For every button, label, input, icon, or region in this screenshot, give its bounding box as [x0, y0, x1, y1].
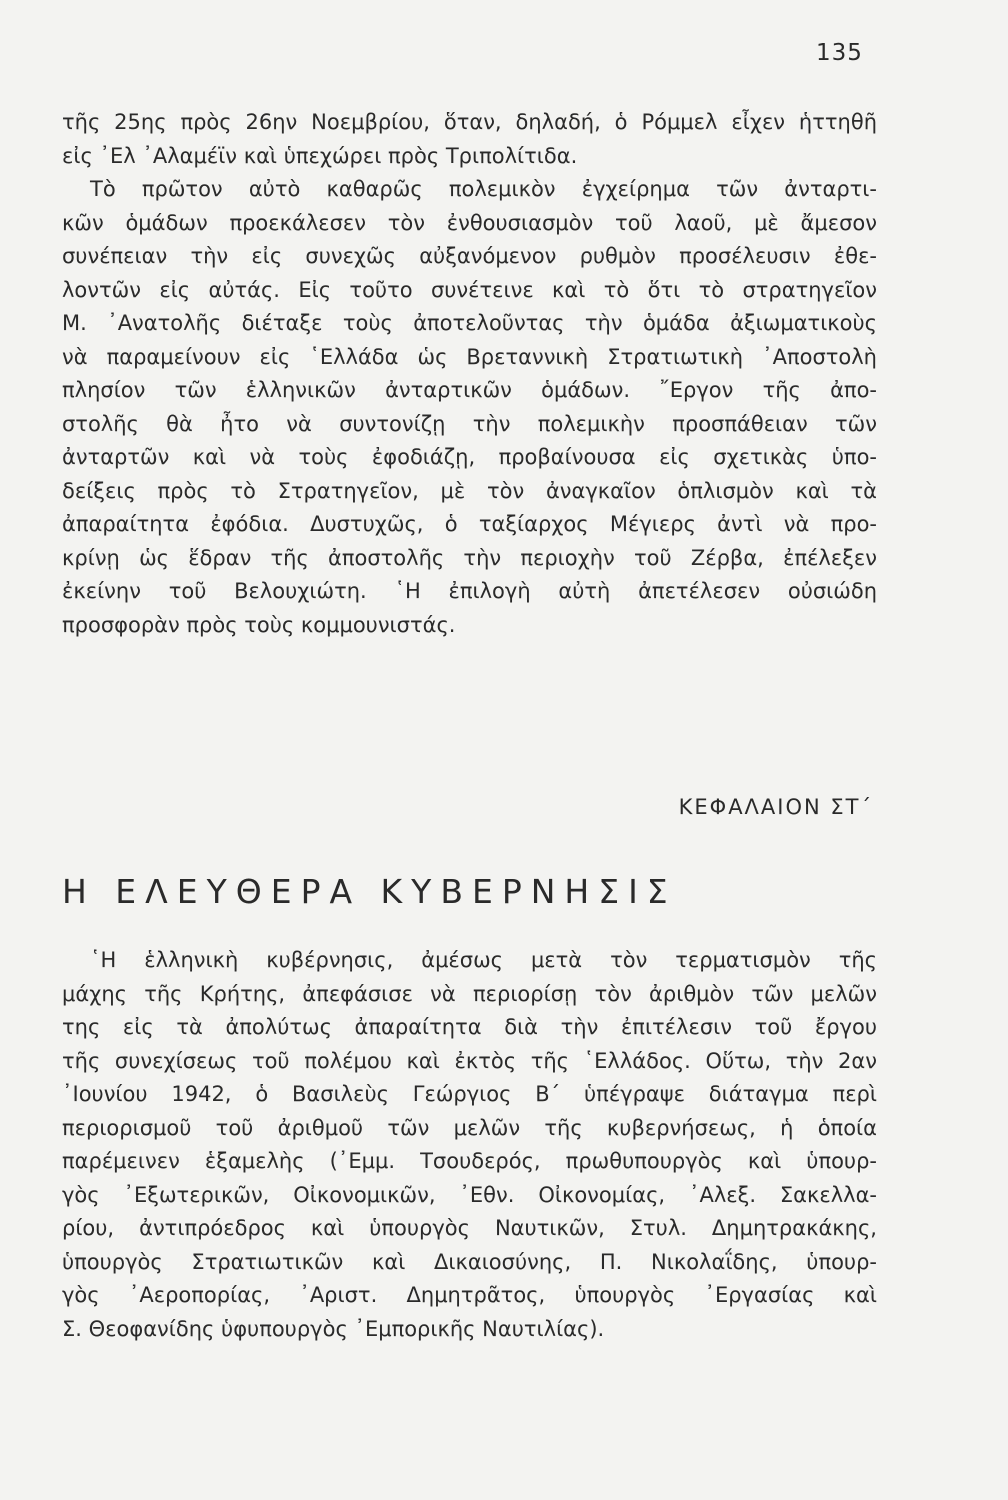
paragraph-block-bottom — [62, 944, 877, 1346]
paragraph-block-top — [62, 106, 877, 642]
text-line: συνέπειαν τὴν εἰς συνεχῶς αὐξανόμενον ρυθμὸν προσέλευσιν ἐθε- — [62, 244, 877, 268]
text-line: στολῆς θὰ ἦτο νὰ συντονίζῃ τὴν πολεμικὴν προσπάθειαν τῶν — [62, 411, 877, 436]
text-line: Μ. ᾿Ανατολῆς διέταξε τοὺς ἀποτελοῦντας τὴν ὁμάδα ἀξιωματικοὺς — [62, 311, 877, 335]
text-line: περιορισμοῦ τοῦ ἀριθμοῦ τῶν μελῶν τῆς κυβερνήσεως, ἡ ὁποία — [62, 1115, 877, 1140]
text-line: ᾿Ιουνίου 1942, ὁ Βασιλεὺς Γεώργιος Β΄ ὑπέγραψε διάταγμα περὶ — [62, 1082, 877, 1106]
text-line: ἐκείνην τοῦ Βελουχιώτη. ῾Η ἐπιλογὴ αὐτὴ ἀπετέλεσεν οὐσιώδη — [62, 579, 877, 603]
text-line: μάχης τῆς Κρήτης, ἀπεφάσισε νὰ περιορίσῃ τὸν ἀριθμὸν τῶν μελῶν — [62, 981, 877, 1006]
text-line: εἰς ᾿Ελ ᾿Αλαμέϊν καὶ ὑπεχώρει πρὸς Τριπολίτιδα. — [62, 143, 578, 168]
text-line: ῾Η ἑλληνικὴ κυβέρνησις, ἀμέσως μετὰ τὸν τερματισμὸν τῆς — [90, 948, 877, 972]
text-line: ὑπουργὸς Στρατιωτικῶν καὶ Δικαιοσύνης, Π. Νικολαΐδης, ὑπουρ- — [62, 1249, 877, 1274]
text-line: Τὸ πρῶτον αὐτὸ καθαρῶς πολεμικὸν ἐγχείρημα τῶν ἀνταρτι- — [90, 177, 877, 201]
text-line: λοντῶν εἰς αὐτάς. Εἰς τοῦτο συνέτεινε καὶ τὸ ὅτι τὸ στρατηγεῖον — [62, 277, 877, 302]
page-number: 135 — [816, 40, 863, 66]
chapter-label: ΚΕΦΑΛΑΙΟΝ ΣΤ΄ — [678, 795, 873, 819]
text-line: τῆς 25ης πρὸς 26ην Νοεμβρίου, ὅταν, δηλαδή, ὁ Ρόμμελ εἶχεν ἡττηθῆ — [62, 110, 877, 134]
text-line: προσφορὰν πρὸς τοὺς κομμουνιστάς. — [62, 612, 456, 637]
text-line: ἀνταρτῶν καὶ νὰ τοὺς ἐφοδιάζῃ, προβαίνουσα εἰς σχετικὰς ὑπο- — [62, 445, 877, 469]
text-line: της εἰς τὰ ἀπολύτως ἀπαραίτητα διὰ τὴν ἐπιτέλεσιν τοῦ ἔργου — [62, 1015, 877, 1039]
text-line: γὸς ᾿Εξωτερικῶν, Οἰκονομικῶν, ᾿Εθν. Οἰκονομίας, ᾿Αλεξ. Σακελλα- — [62, 1182, 877, 1207]
text-line: κῶν ὁμάδων προεκάλεσεν τὸν ἐνθουσιασμὸν τοῦ λαοῦ, μὲ ἄμεσον — [62, 210, 877, 235]
section-title: Η ΕΛΕΥΘΕΡΑ ΚΥΒΕΡΝΗΣΙΣ — [62, 872, 677, 911]
text-line: δείξεις πρὸς τὸ Στρατηγεῖον, μὲ τὸν ἀναγκαῖον ὁπλισμὸν καὶ τὰ — [62, 478, 877, 503]
text-line: γὸς ᾿Αεροπορίας, ᾿Αριστ. Δημητρᾶτος, ὑπουργὸς ᾿Εργασίας καὶ — [62, 1283, 877, 1307]
text-line: ἀπαραίτητα ἐφόδια. Δυστυχῶς, ὁ ταξίαρχος Μέγιερς ἀντὶ νὰ προ- — [62, 512, 877, 536]
text-line: Σ. Θεοφανίδης ὑφυπουργὸς ᾿Εμπορικῆς Ναυτιλίας). — [62, 1316, 605, 1341]
text-line: πλησίον τῶν ἑλληνικῶν ἀνταρτικῶν ὁμάδων. ῎Εργον τῆς ἀπο- — [62, 378, 877, 402]
text-line: νὰ παραμείνουν εἰς ῾Ελλάδα ὡς Βρεταννικὴ Στρατιωτικὴ ᾿Αποστολὴ — [62, 344, 877, 369]
text-line: τῆς συνεχίσεως τοῦ πολέμου καὶ ἐκτὸς τῆς ῾Ελλάδος. Οὕτω, τὴν 2αν — [62, 1048, 877, 1073]
text-line: παρέμεινεν ἑξαμελὴς (᾿Εμμ. Τσουδερός, πρωθυπουργὸς καὶ ὑπουρ- — [62, 1149, 877, 1173]
text-line: κρίνῃ ὡς ἕδραν τῆς ἀποστολῆς τὴν περιοχὴν τοῦ Ζέρβα, ἐπέλεξεν — [62, 545, 877, 570]
text-line: ρίου, ἀντιπρόεδρος καὶ ὑπουργὸς Ναυτικῶν, Στυλ. Δημητρακάκης, — [62, 1216, 877, 1240]
